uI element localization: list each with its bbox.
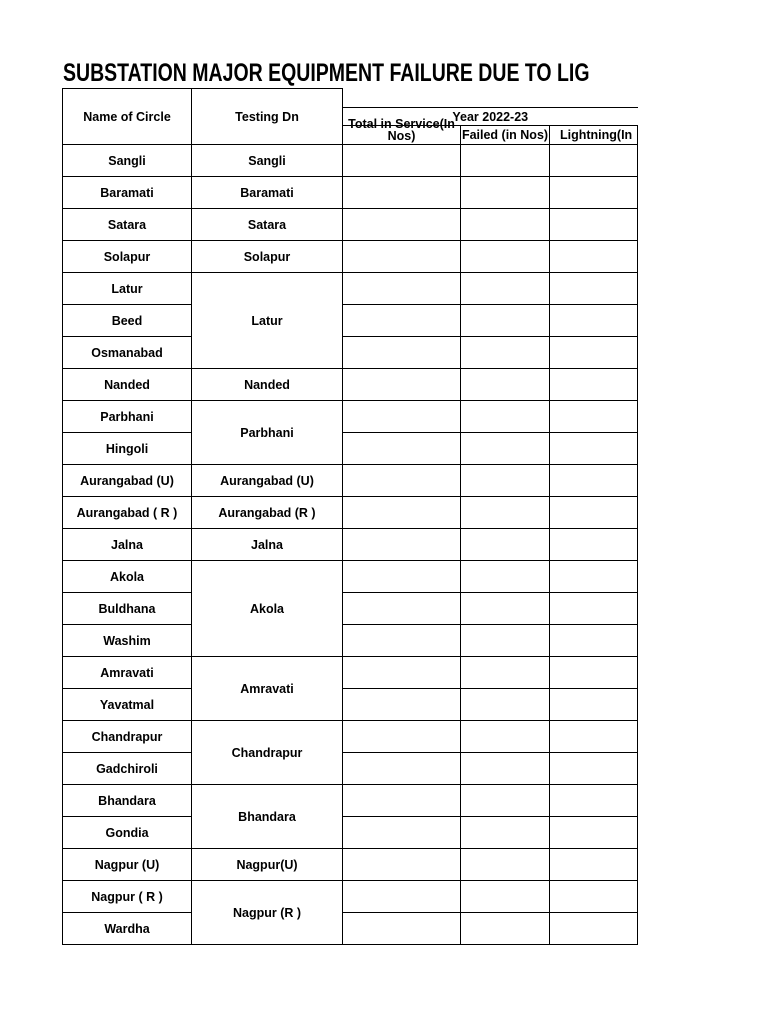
table-row [63,721,638,753]
failed-cell[interactable] [461,561,550,593]
table-row [63,657,638,689]
table-row [63,561,638,593]
circle-cell: Solapur [63,241,192,273]
failed-cell[interactable] [461,337,550,369]
lightning-cell[interactable] [550,689,638,721]
total-cell[interactable] [343,305,461,337]
circle-cell: Jalna [63,529,192,561]
lightning-cell[interactable] [550,721,638,753]
failed-cell[interactable] [461,241,550,273]
header-year: Year 2022-23 [343,108,638,126]
circle-cell: Parbhani [63,401,192,433]
circle-cell: Washim [63,625,192,657]
total-cell[interactable] [343,817,461,849]
total-cell[interactable] [343,401,461,433]
total-cell[interactable] [343,913,461,945]
total-cell[interactable] [343,369,461,401]
failed-cell[interactable] [461,401,550,433]
header-circle: Name of Circle [63,89,192,145]
failed-cell[interactable] [461,529,550,561]
circle-cell: Osmanabad [63,337,192,369]
total-cell[interactable] [343,273,461,305]
total-cell[interactable] [343,337,461,369]
lightning-cell[interactable] [550,625,638,657]
circle-cell: Sangli [63,145,192,177]
division-cell: Akola [192,561,343,657]
lightning-cell[interactable] [550,145,638,177]
division-cell: Bhandara [192,785,343,849]
circle-cell: Aurangabad (U) [63,465,192,497]
failed-cell[interactable] [461,369,550,401]
table-row [63,497,638,529]
failure-table [62,88,638,945]
table-row [63,401,638,433]
total-cell[interactable] [343,881,461,913]
total-cell[interactable] [343,721,461,753]
table-row [63,817,638,849]
lightning-cell[interactable] [550,177,638,209]
header-total-in-service: Total in Service(In Nos) [343,126,461,145]
total-cell[interactable] [343,465,461,497]
division-cell: Satara [192,209,343,241]
lightning-cell[interactable] [550,273,638,305]
table-row [63,337,638,369]
failed-cell[interactable] [461,433,550,465]
table-row [63,625,638,657]
failed-cell[interactable] [461,753,550,785]
failed-cell[interactable] [461,593,550,625]
circle-cell: Hingoli [63,433,192,465]
table-row [63,593,638,625]
total-cell[interactable] [343,657,461,689]
table-row [63,305,638,337]
table-row [63,689,638,721]
failed-cell[interactable] [461,177,550,209]
lightning-cell[interactable] [550,337,638,369]
lightning-cell[interactable] [550,433,638,465]
failed-cell[interactable] [461,881,550,913]
division-cell: Nanded [192,369,343,401]
circle-cell: Satara [63,209,192,241]
table-row [63,145,638,177]
header-failed: Failed (in Nos) [461,126,550,145]
failed-cell[interactable] [461,465,550,497]
failed-cell[interactable] [461,273,550,305]
lightning-cell[interactable] [550,753,638,785]
table-row [63,241,638,273]
division-cell: Sangli [192,145,343,177]
failed-cell[interactable] [461,145,550,177]
total-cell[interactable] [343,849,461,881]
failed-cell[interactable] [461,689,550,721]
total-cell[interactable] [343,433,461,465]
circle-cell: Beed [63,305,192,337]
division-cell: Parbhani [192,401,343,465]
lightning-cell[interactable] [550,529,638,561]
lightning-cell[interactable] [550,593,638,625]
lightning-cell[interactable] [550,241,638,273]
lightning-cell[interactable] [550,785,638,817]
lightning-cell[interactable] [550,561,638,593]
failed-cell[interactable] [461,721,550,753]
total-cell[interactable] [343,209,461,241]
failed-cell[interactable] [461,625,550,657]
total-cell[interactable] [343,497,461,529]
table-row [63,529,638,561]
lightning-cell[interactable] [550,209,638,241]
division-cell: Aurangabad (R ) [192,497,343,529]
total-cell[interactable] [343,177,461,209]
circle-cell: Gadchiroli [63,753,192,785]
division-cell: Solapur [192,241,343,273]
circle-cell: Nagpur (U) [63,849,192,881]
table-row [63,369,638,401]
circle-cell: Amravati [63,657,192,689]
circle-cell: Bhandara [63,785,192,817]
lightning-cell[interactable] [550,657,638,689]
division-cell: Amravati [192,657,343,721]
sheet-title: SUBSTATION MAJOR EQUIPMENT FAILURE DUE TO LIG [63,59,590,87]
table-row [63,785,638,817]
failed-cell[interactable] [461,913,550,945]
total-cell[interactable] [343,753,461,785]
lightning-cell[interactable] [550,401,638,433]
lightning-cell[interactable] [550,497,638,529]
division-cell: Latur [192,273,343,369]
header-spacer [343,89,638,108]
circle-cell: Chandrapur [63,721,192,753]
division-cell: Chandrapur [192,721,343,785]
total-cell[interactable] [343,689,461,721]
division-cell: Aurangabad (U) [192,465,343,497]
total-cell[interactable] [343,593,461,625]
circle-cell: Baramati [63,177,192,209]
header-lightning: Lightning(In [550,126,638,145]
table-row [63,913,638,945]
lightning-cell[interactable] [550,849,638,881]
failed-cell[interactable] [461,849,550,881]
lightning-cell[interactable] [550,465,638,497]
circle-cell: Wardha [63,913,192,945]
circle-cell: Nagpur ( R ) [63,881,192,913]
header-division: Testing Dn [192,89,343,145]
division-cell: Nagpur(U) [192,849,343,881]
table-row [63,177,638,209]
lightning-cell[interactable] [550,881,638,913]
circle-cell: Aurangabad ( R ) [63,497,192,529]
failed-cell[interactable] [461,209,550,241]
table-row [63,433,638,465]
total-cell[interactable] [343,241,461,273]
lightning-cell[interactable] [550,913,638,945]
failed-cell[interactable] [461,785,550,817]
failed-cell[interactable] [461,817,550,849]
division-cell: Baramati [192,177,343,209]
division-cell: Nagpur (R ) [192,881,343,945]
table-row [63,753,638,785]
circle-cell: Latur [63,273,192,305]
circle-cell: Gondia [63,817,192,849]
total-cell[interactable] [343,145,461,177]
table-row [63,849,638,881]
lightning-cell[interactable] [550,369,638,401]
total-cell[interactable] [343,561,461,593]
table-row [63,209,638,241]
table-row [63,881,638,913]
total-cell[interactable] [343,529,461,561]
circle-cell: Akola [63,561,192,593]
table-row [63,273,638,305]
total-cell[interactable] [343,625,461,657]
division-cell: Jalna [192,529,343,561]
failed-cell[interactable] [461,497,550,529]
lightning-cell[interactable] [550,305,638,337]
lightning-cell[interactable] [550,817,638,849]
failed-cell[interactable] [461,305,550,337]
circle-cell: Buldhana [63,593,192,625]
total-cell[interactable] [343,785,461,817]
table-row [63,465,638,497]
circle-cell: Yavatmal [63,689,192,721]
failed-cell[interactable] [461,657,550,689]
circle-cell: Nanded [63,369,192,401]
